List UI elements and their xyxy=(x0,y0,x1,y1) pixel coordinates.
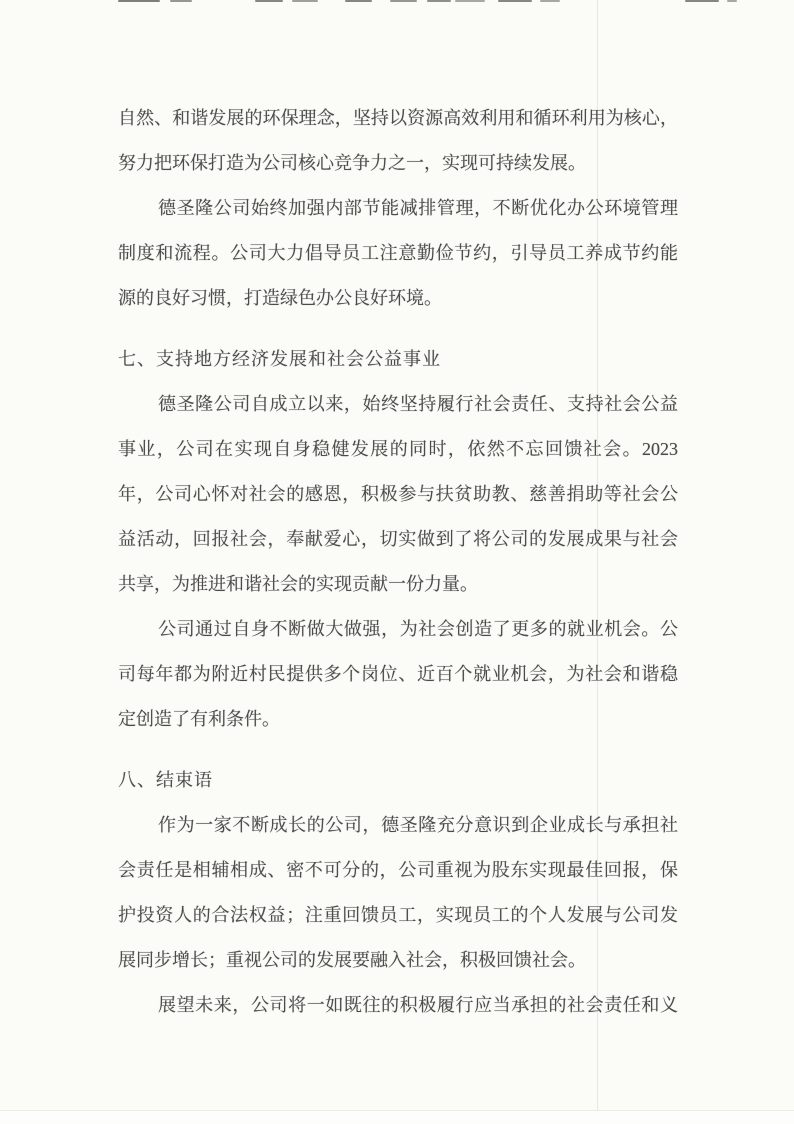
text-line: 定创造了有利条件。 xyxy=(118,709,280,729)
text-line: 自然、和谐发展的环保理念，坚持以资源高效利用和循环利用为核心， xyxy=(118,108,678,128)
text-line: 公司通过自身不断做大做强，为社会创造了更多的就业机会。公 xyxy=(158,619,678,639)
scan-bottom-edge-artifact xyxy=(0,1110,794,1124)
text-line: 共享，为推进和谐社会的实现贡献一份力量。 xyxy=(118,574,478,594)
scan-edge-dash xyxy=(292,0,318,2)
scan-edge-dash xyxy=(685,0,719,2)
document-body xyxy=(118,96,678,1028)
scan-edge-dash xyxy=(540,0,560,2)
text-line: 司每年都为附近村民提供多个岗位、近百个就业机会，为社会和谐稳 xyxy=(118,664,678,684)
scan-edge-dash xyxy=(255,0,283,2)
scan-top-edge-artifact xyxy=(0,0,794,4)
text-line: 源的良好习惯，打造绿色办公良好环境。 xyxy=(118,288,442,308)
text-line: 德圣隆公司自成立以来，始终坚持履行社会责任、支持社会公益 xyxy=(158,394,678,414)
section-heading: 八、结束语 xyxy=(118,770,213,790)
text-line: 护投资人的合法权益；注重回馈员工，实现员工的个人发展与公司发 xyxy=(118,905,678,925)
text-line: 展望未来，公司将一如既往的积极履行应当承担的社会责任和义 xyxy=(158,995,678,1015)
scan-edge-dash xyxy=(727,0,737,2)
text-line: 制度和流程。公司大力倡导员工注意勤俭节约，引导员工养成节约能 xyxy=(118,243,678,263)
text-line: 展同步增长；重视公司的发展要融入社会，积极回馈社会。 xyxy=(118,950,586,970)
text-line: 作为一家不断成长的公司，德圣隆充分意识到企业成长与承担社 xyxy=(158,815,678,835)
scan-edge-dash xyxy=(455,0,485,2)
scan-edge-dash xyxy=(390,0,417,2)
scan-edge-dash xyxy=(170,0,192,2)
text-line: 努力把环保打造为公司核心竞争力之一，实现可持续发展。 xyxy=(118,153,586,173)
scan-edge-dash xyxy=(118,0,160,2)
text-line: 事业，公司在实现自身稳健发展的同时，依然不忘回馈社会。2023 xyxy=(118,439,678,459)
scan-edge-dash xyxy=(427,0,451,2)
text-line: 德圣隆公司始终加强内部节能减排管理，不断优化办公环境管理 xyxy=(158,198,678,218)
scan-edge-dash xyxy=(498,0,532,2)
text-line: 会责任是相辅相成、密不可分的，公司重视为股东实现最佳回报，保 xyxy=(118,860,678,880)
scan-edge-dash xyxy=(345,0,372,2)
text-line: 年，公司心怀对社会的感恩，积极参与扶贫助教、慈善捐助等社会公 xyxy=(118,484,678,504)
section-heading: 七、支持地方经济发展和社会公益事业 xyxy=(118,349,441,369)
text-line: 益活动，回报社会，奉献爱心，切实做到了将公司的发展成果与社会 xyxy=(118,529,678,549)
